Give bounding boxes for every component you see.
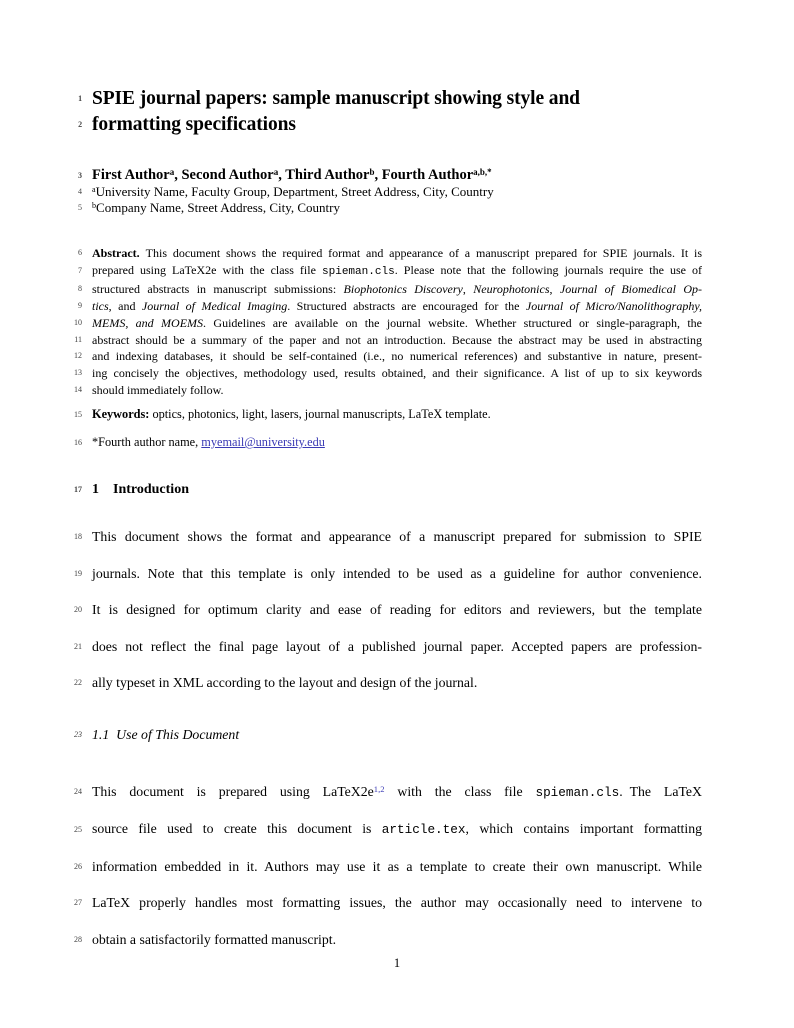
text-segment: Keywords: — [92, 407, 150, 422]
text-segment: b — [92, 201, 97, 211]
doc-line-25 — [74, 811, 702, 849]
text-segment: *Fourth author name, — [92, 435, 202, 450]
text-segment: a,b,* — [473, 166, 492, 177]
line-number: 20 — [74, 605, 82, 615]
line-number: 18 — [74, 532, 82, 542]
line-number: 24 — [74, 787, 82, 797]
doc-line-24 — [74, 774, 702, 812]
text-segment: , — [549, 281, 560, 296]
text-segment: a — [92, 185, 96, 195]
email-link[interactable]: myemail@university.edu — [201, 435, 325, 450]
doc-line-17 — [74, 481, 702, 499]
doc-line-3 — [78, 166, 702, 184]
doc-line-11 — [74, 332, 702, 349]
text-segment: and indexing databases, it should be self-contained (i.e., no numerical references) and substantive in nature, present- — [92, 349, 702, 364]
line-number: 12 — [74, 351, 82, 361]
text-segment: 1.1 Use of This Document — [92, 726, 240, 742]
line-number: 3 — [78, 171, 82, 180]
line-number: 27 — [74, 898, 82, 908]
doc-line-26 — [74, 849, 702, 886]
line-number: 5 — [78, 203, 82, 212]
page-number: 1 — [393, 956, 401, 970]
doc-line-14 — [74, 382, 702, 399]
text-segment: . Structured abstracts are encouraged for the — [287, 298, 526, 313]
text-segment: It is designed for optimum clarity and ease of reading for editors and reviewers, but the template — [92, 602, 702, 618]
text-segment: with the class file — [384, 783, 536, 799]
line-number: 15 — [74, 410, 82, 420]
line-number: 19 — [74, 568, 82, 578]
text-segment: ing concisely the objectives, methodology used, results obtained, and their significance. A list of up to six keywords — [92, 366, 702, 381]
doc-line-15 — [74, 406, 702, 423]
text-segment: This document shows the format and appearance of a manuscript prepared for submission to SPIE — [92, 529, 702, 545]
doc-line-4 — [78, 184, 702, 200]
doc-line-12 — [74, 348, 702, 365]
text-segment: a — [273, 166, 279, 177]
text-segment: , Third Author — [278, 167, 370, 183]
line-number: 1 — [78, 94, 82, 103]
doc-line-6 — [78, 245, 702, 262]
text-segment: journals. Note that this template is only intended to be used as a guideline for author convenience. — [92, 565, 702, 581]
doc-line-27 — [74, 885, 702, 922]
text-segment: . The LaTeX — [619, 783, 702, 799]
line-number: 8 — [78, 283, 82, 293]
line-number: 17 — [74, 485, 82, 495]
text-segment: structured abstracts in manuscript submissions: — [92, 281, 344, 296]
doc-line-13 — [74, 365, 702, 382]
text-segment: ally typeset in XML according to the layout and design of the journal. — [92, 675, 478, 691]
text-segment: obtain a satisfactorily formatted manuscript. — [92, 931, 337, 947]
doc-line-1 — [78, 86, 702, 112]
text-segment: source file used to create this document is — [92, 821, 382, 837]
text-segment: MEMS, and MOEMS — [92, 315, 204, 330]
line-number: 28 — [74, 934, 82, 944]
manuscript-body — [74, 0, 703, 958]
doc-line-5 — [78, 200, 702, 216]
doc-line-20 — [74, 592, 702, 629]
text-segment: Abstract. — [92, 246, 140, 260]
text-segment: optics, photonics, light, lasers, journal manuscripts, LaTeX template. — [149, 407, 491, 422]
text-segment: , Fourth Author — [374, 167, 474, 183]
doc-line-2 — [78, 112, 702, 138]
text-segment: information embedded in it. Authors may use it as a template to create their own manuscript. While — [92, 858, 702, 874]
doc-line-21 — [74, 629, 702, 666]
line-number: 14 — [74, 385, 82, 395]
doc-line-9 — [78, 298, 702, 315]
line-number: 22 — [74, 678, 82, 688]
text-segment: University Name, Faculty Group, Department, Street Address, City, Country — [95, 184, 494, 199]
line-number: 4 — [78, 187, 82, 196]
text-segment: a — [169, 166, 175, 177]
text-segment: , Second Author — [174, 167, 274, 183]
text-segment: article.tex — [381, 822, 466, 838]
doc-line-10 — [74, 315, 702, 332]
doc-line-28 — [74, 922, 702, 959]
text-segment: 1 Introduction — [92, 482, 189, 498]
text-segment: abstract should be a summary of the paper and not an introduction. Because the abstract may be used in abstracting — [92, 332, 702, 347]
line-number: 16 — [74, 438, 82, 448]
text-segment: should immediately follow. — [92, 383, 224, 398]
line-number: 11 — [74, 334, 82, 344]
text-segment: spieman.cls — [321, 265, 395, 278]
doc-line-18 — [74, 519, 702, 556]
line-number: 23 — [74, 729, 82, 739]
text-segment: This document shows the required format and appearance of a manuscript prepared for SPIE journals. It is — [139, 246, 702, 260]
text-segment: Journal of Micro/Nanolithography, — [525, 298, 702, 313]
doc-line-7 — [78, 262, 702, 281]
text-segment: SPIE journal papers: sample manuscript showing style and — [92, 88, 580, 109]
text-segment: does not reflect the final page layout of a published journal paper. Accepted papers are profession- — [92, 638, 702, 654]
text-segment: . Please note that the following journals require the use of — [394, 262, 702, 277]
text-segment: tics — [92, 298, 109, 313]
text-segment: , which contains important formatting — [465, 821, 702, 837]
text-segment: formatting specifications — [92, 114, 296, 135]
line-number: 9 — [78, 300, 82, 310]
text-segment: . Guidelines are available on the journal website. Whether structured or single-paragraph, the — [203, 315, 702, 330]
text-segment: Biophotonics Discovery — [343, 281, 463, 296]
text-segment: First Author — [92, 167, 170, 183]
text-segment: LaTeX properly handles most formatting issues, the author may occasionally need to intervene to — [92, 895, 702, 911]
text-segment: , — [462, 281, 474, 296]
line-number: 25 — [74, 824, 82, 834]
doc-line-19 — [74, 556, 702, 593]
line-number: 10 — [74, 317, 82, 327]
line-number: 2 — [78, 120, 82, 129]
line-number: 7 — [78, 265, 82, 275]
line-number: 13 — [74, 368, 82, 378]
text-segment: Journal of Biomedical Op- — [559, 281, 703, 296]
text-segment: This document is prepared using LaTeX2e — [92, 783, 374, 799]
text-segment: Neurophotonics — [473, 281, 550, 296]
text-segment: Journal of Medical Imaging — [141, 298, 288, 313]
line-number: 21 — [74, 641, 82, 651]
citation-link[interactable]: 1,2 — [373, 783, 385, 794]
text-segment: b — [369, 166, 375, 177]
text-segment: spieman.cls — [535, 784, 620, 800]
line-number: 26 — [74, 861, 82, 871]
text-segment: Company Name, Street Address, City, Country — [96, 200, 340, 215]
doc-line-16 — [74, 434, 702, 451]
doc-line-8 — [78, 281, 703, 298]
doc-line-22 — [74, 665, 702, 702]
text-segment: prepared using LaTeX2e with the class file — [92, 262, 322, 277]
doc-line-23 — [74, 726, 702, 744]
text-segment: , and — [108, 298, 142, 313]
line-number: 6 — [78, 248, 82, 257]
